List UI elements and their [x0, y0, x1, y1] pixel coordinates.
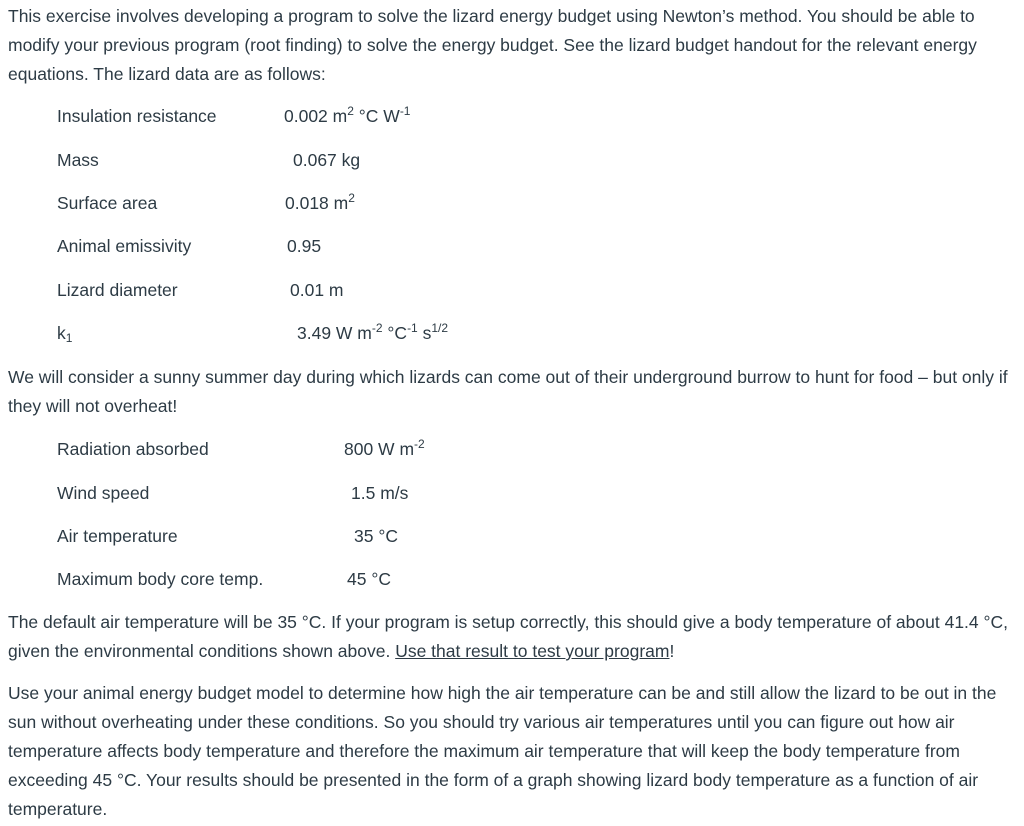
value-surface-area: 0.018 $m^2$	[285, 191, 355, 213]
value-animal-emissivity: 0.95	[287, 236, 322, 256]
value-radiation-absorbed: 800 W $m^{-2}$	[344, 437, 425, 459]
default-paragraph: The default air temperature will be 35 °C. If your program is setup correctly, this should give a body temperature of about 41.4 °C, given the environmental conditions shown above. Use that result to test your program!	[8, 612, 1009, 661]
scenario-paragraph: We will consider a sunny summer day during which lizards can come out of their underground burrow to hunt for food – but only if they will not overheat!	[8, 367, 1008, 416]
value-insulation-resistance: 0.002 $m^2$ °C $W^{-1}$	[284, 104, 411, 126]
label-mass: Mass	[57, 150, 99, 170]
label-wind-speed: Wind speed	[57, 483, 150, 503]
label-max-body-temp: Maximum body core temp.	[57, 569, 264, 589]
value-wind-speed: 1.5 m/s	[351, 483, 409, 503]
label-k1: $k_1$	[57, 323, 73, 345]
value-mass: 0.067 kg	[293, 150, 361, 170]
label-animal-emissivity: Animal emissivity	[57, 236, 192, 256]
label-lizard-diameter: Lizard diameter	[57, 280, 178, 300]
value-max-body-temp: 45 °C	[347, 569, 391, 589]
label-surface-area: Surface area	[57, 193, 158, 213]
task-paragraph: Use your animal energy budget model to determine how high the air temperature can be and still allow the lizard to be out in the sun without overheating under these conditions. So you should try various air temperatures until you can figure out how air temperature affects body temperature and therefore the maximum air temperature that will keep the body temperature from exceeding 45 °C. Your results should be presented in the form of a graph showing lizard body temperature as a function of air temperature.	[8, 683, 997, 819]
value-lizard-diameter: 0.01 m	[290, 280, 344, 300]
test-program-link[interactable]: Use that result to test your program	[395, 641, 670, 661]
label-air-temperature: Air temperature	[57, 526, 178, 546]
intro-paragraph: This exercise involves developing a program to solve the lizard energy budget using Newton’s method. You should be able to modify your previous program (root finding) to solve the energy budget. See the lizard budget handout for the relevant energy equations. The lizard data are as follows:	[8, 6, 977, 84]
label-insulation-resistance: Insulation resistance	[57, 106, 217, 126]
value-air-temperature: 35 °C	[354, 526, 398, 546]
label-radiation-absorbed: Radiation absorbed	[57, 439, 209, 459]
value-k1: 3.49 W $m^{-2}$ $^\circ C^{-1}$ $s^{1/2}$	[297, 321, 449, 343]
